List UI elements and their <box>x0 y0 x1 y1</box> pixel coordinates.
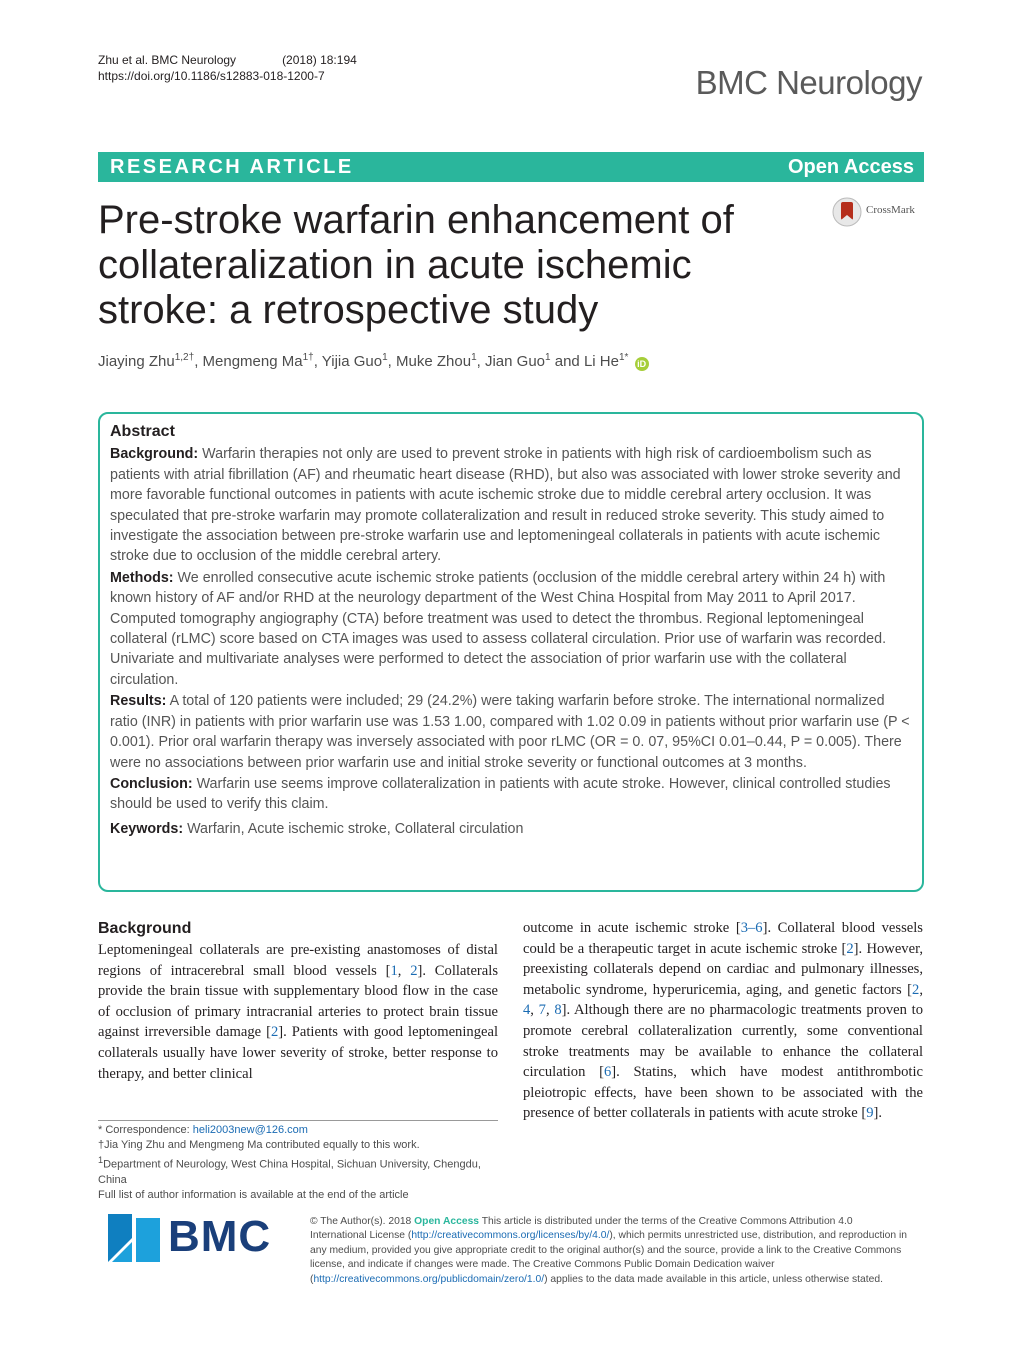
citation-link[interactable]: 2 <box>270 1024 279 1041</box>
article-title: Pre-stroke warfarin enhancement of collateralization in acute ischemic stroke: a retrospective study <box>98 198 734 332</box>
footnotes: * Correspondence: heli2003new@126.com †Jia Ying Zhu and Mengmeng Ma contributed equally to this work. $^1$Department of Neurology, West China Hospital, Sichuan University, Chengdu, China Full list of author information is available at the end of the article <box>98 1123 498 1203</box>
journal-brand: BMC Neurology <box>695 64 922 101</box>
author[interactable]: Jian Guo$^1$ <box>484 352 551 370</box>
crossmark-label: CrossMark <box>866 204 915 216</box>
citation-link[interactable]: 2 <box>410 962 418 979</box>
author[interactable]: Mengmeng $Ma^{1\dagger}$ <box>202 352 314 370</box>
author[interactable]: Li $He^{1*}$ <box>583 352 629 370</box>
body-column-right <box>523 918 923 1124</box>
footnote-divider <box>98 1120 498 1121</box>
crossmark-icon <box>832 196 862 228</box>
abstract-background: Background: Warfarin therapies not only are used to prevent stroke in patients with high risk of cardioembolism such as patients with atrial fibrillation (AF) and rheumatic heart disease (RHD), but also was associated with lower stroke severity and more favorable functional outcomes in patients with acute ischemic stroke due to middle cerebral artery occlusion. It was speculated that pre-stroke warfarin may promote collateralization and result in reduced stroke severity. This study aimed to investigate the association between pre-stroke warfarin use and leptomeningeal collaterals in patients with acute ischemic stroke due to occlusion of the middle cerebral artery. <box>110 446 901 565</box>
citation-link[interactable]: 2 <box>912 981 920 998</box>
citation-authors: Zhu et al. BMC Neurology <box>98 53 237 67</box>
public-domain-link[interactable]: http://creativecommons.org/publicdomain/zero/1.0/ <box>313 1273 545 1285</box>
affiliation-note: $^1$Department of Neurology, West China Hospital, Sichuan University, Chengdu, China <box>98 1155 481 1186</box>
author[interactable]: Jiaying Zhu$^{1,2\dagger}$ <box>98 352 195 370</box>
author-list: Jiaying Zhu$^{1,2\dagger}$, Mengmeng $Ma^{1\dagger}$, Yijia Guo$^1$, Muke Zhou$^1$, Jian Guo$^1$ and Li $He^{1*}$ iD <box>98 352 649 371</box>
orcid-icon[interactable]: iD <box>635 357 649 371</box>
abstract-conclusion: Conclusion: Warfarin use seems improve collateralization in patients with acute stroke. However, clinical controlled studies should be used to verify this claim. <box>110 775 891 813</box>
citation-link[interactable]: 2 <box>846 940 854 957</box>
author[interactable]: Yijia Guo$^1$ <box>321 352 388 370</box>
citation-header <box>98 52 357 84</box>
doi-link[interactable]: https://doi.org/10.1186/s12883-018-1200-7 <box>98 69 325 83</box>
abstract-keywords: Keywords: Warfarin, Acute ischemic stroke, Collateral circulation <box>110 820 524 837</box>
abstract-methods: Methods: We enrolled consecutive acute ischemic stroke patients (occlusion of the middle cerebral artery within 24 h) with known history of AF and/or RHD at the neurology department of the West China Hospital from May 2011 to April 2017. Computed tomography angiography (CTA) before treatment was used to detect the thrombus. Regional leptomeningeal collateral (rLMC) score based on CTA images was used to assess collateral circulation. Prior use of warfarin was recorded. Univariate and multivariate analyses were performed to detect the association of prior warfarin use with the collateral circulation. <box>110 569 887 688</box>
bmc-wordmark: BMC <box>168 1212 272 1261</box>
abstract-heading: Abstract <box>110 423 175 440</box>
citation-link[interactable]: 3–6 <box>740 920 763 936</box>
bmc-logo <box>108 1214 288 1264</box>
paragraph: Leptomeningeal collaterals are pre-existing anastomoses of distal regions of intracerebral small blood vessels [1, 2]. Collaterals provide the brain tissue with supplementary blood flow in the case of occlusion of primary intracranial arteries to protect brain tissue against irreversible damage [2]. Patients with good leptomeningeal collaterals usually have lower severity of stroke, better response to therapy, and better clinical <box>98 942 499 1082</box>
citation-link[interactable]: 7 <box>538 1002 546 1019</box>
abstract-results: Results: A total of 120 patients were included; 29 (24.2%) were taking warfarin before stroke. The international normalized ratio (INR) in patients with prior warfarin use was 1.53 1.00, compared with 1.02 0.09 in patients without prior warfarin use (P < 0.001). Prior oral warfarin therapy was inversely associated with poor rLMC (OR = 0. 07, 95%CI 0.01–0.44, P = 0.005). There were no associations between prior warfarin use and initial stroke severity or functional outcomes at 3 months. <box>110 693 910 771</box>
paragraph: outcome in acute ischemic stroke [3–6]. Collateral blood vessels could be a therapeutic target in acute ischemic stroke [2]. However, preexisting collaterals depend on cardiac and pulmonary illnesses, metabolic syndrome, hyperuricemia, aging, and genetic factors [2, 4, 7, 8]. Although there are no pharmacologic treatments proven to promote cerebral collateralization currently, some conventional stroke treatments may be available to enhance the collateral circulation [6]. Statins, which have modest antithrombotic pleiotropic effects, have been shown to be associated with the presence of better collaterals in patients with acute stroke [9]. <box>523 920 924 1122</box>
citation-link[interactable]: 9 <box>866 1105 874 1122</box>
citation-link[interactable]: 1 <box>390 962 398 979</box>
license-link[interactable]: http://creativecommons.org/licenses/by/4.0/ <box>411 1230 610 1242</box>
section-heading-background: Background <box>98 920 192 937</box>
open-access-label: Open Access <box>788 156 914 178</box>
citation-link[interactable]: 4 <box>523 1002 531 1019</box>
citation-link[interactable]: 8 <box>554 1002 562 1019</box>
crossmark-badge[interactable] <box>832 196 924 228</box>
author[interactable]: Muke Zhou$^1$ <box>396 352 477 370</box>
citation-link[interactable]: 6 <box>603 1064 612 1081</box>
article-type-banner <box>98 152 924 182</box>
license-text: © The Author(s). 2018 Open Access This article is distributed under the terms of the Creative Commons Attribution 4.0 International License (http://creativecommons.org/licenses/by/4.0/), which permits unrestricted use, distribution, and reproduction in any medium, provided you give appropriate credit to the original author(s) and the source, provide a link to the Creative Commons license, and indicate if changes were made. The Creative Commons Public Domain Dedication waiver (http://creativecommons.org/publicdomain/zero/1.0/) applies to the data made available in this article, unless otherwise stated. <box>310 1216 907 1285</box>
full-info-note: Full list of author information is available at the end of the article <box>98 1188 409 1201</box>
email-link[interactable]: heli2003new@126.com <box>192 1124 308 1136</box>
article-type-label: RESEARCH ARTICLE <box>110 156 354 178</box>
citation-year: (2018) 18:194 <box>282 53 357 67</box>
equal-contribution-note: †Jia Ying Zhu and Mengmeng Ma contributed equally to this work. <box>98 1139 420 1151</box>
abstract-box <box>98 412 924 892</box>
body-column-left <box>98 918 498 1084</box>
